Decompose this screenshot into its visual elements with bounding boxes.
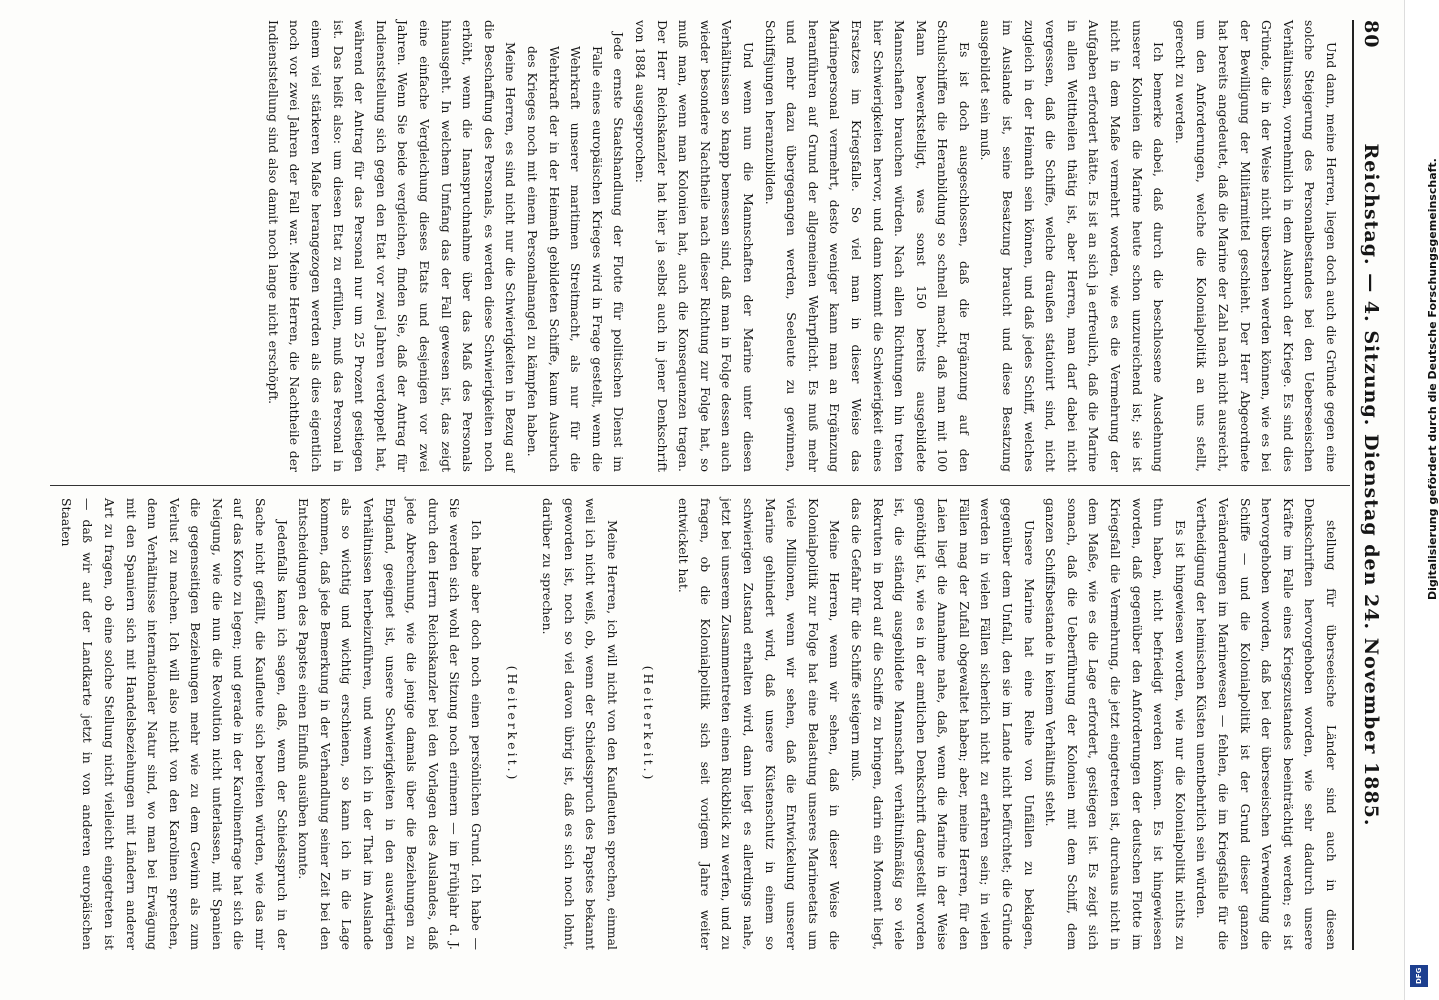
digitization-credit: Digitalisierung gefördert durch die Deutsche Forschungsgemeinschaft.	[1426, 158, 1439, 600]
stage-direction: (Heiterkeit.)	[640, 665, 656, 783]
paragraph: Und wenn nun die Mannschaften der Marine unter diesen Verhältnissen so knapp bemessen sind, daß man in Folge dessen auch wieder besondere Nachtheile nach dieser Richtung zur Folge hat, so muß man, wenn man Kolonien hat, auch die Konsequenzen tragen. Der Herr Reichskanzler hat hier ja selbst auch in jener Denkschrift von 1884 ausgesprochen:	[633, 20, 756, 472]
paragraph: Unsere Marine hat eine Reihe von Unfällen zu beklagen, gegenüber dem Unfall, den sie im Lande nicht befürchtet; die Gründe werden in vielen Fällen sicherlich nicht zu erfahren sein; in vielen Fällen mag der Zufall obgewaltet haben; aber, meine Herren, für den Laien liegt die Annahme nahe, daß, wenn die Marine in der Weise genöthigt ist, wie es in der amtlichen Denkschrift dargestellt worden ist, die ständig ausgebildete Mannschaft verhältnißmäßig so viele Rekruten in Bord auf die Schiffe zu bringen, darin ein Moment liegt, das die Gefahr für die Schiffe steigern muß.	[848, 498, 1037, 950]
quoted-passage: Jede ernste Staatshandlung der Flotte für politischen Dienst im Falle eines europäischen Krieges wird in Frage gestellt, wenn die Wehrkraft unserer maritimen Streitmacht, als nur für die Wehrkraft der in der Heimath gebildeten Schiffe, kaum Ausbruch des Krieges noch mit einem Personalmangel zu kämpfen haben.	[525, 32, 627, 472]
page-header	[1352, 20, 1384, 950]
paragraph: Ich bemerke dabei, daß durch die beschlossene Ausdehnung unserer Kolonien die Marine heute schon unzureichend ist; sie ist nicht in dem Maße vermehrt worden, wie es die Vermehrung der Aufgaben erfordert hätte. Es ist an sich ja erfreulich, daß die Marine in allen Welttheilen thätig ist, aber Herren, man darf dabei nicht vergessen, daß die Schiffe, welche draußen stationirt sind, nicht zugleich in der Heimath sein können, und daß jedes Schiff, welches im Auslande ist, seine Besatzung braucht und diese Besatzung ausgebildet sein muß.	[978, 20, 1167, 472]
paragraph: Meine Herren, es sind nicht nur die Schwierigkeiten in Bezug auf die Beschaffung des Personals, es werden diese Schwierigkeiten noch erhöht, wenn die Inanspruchnahme über das Maß des Personals hinausgeht. In welchem Umfang das der Fall gewesen ist, das zeigt eine einfache Vergleichung dieses Etats und desjenigen vor zwei Jahren. Wenn Sie beide vergleichen, finden Sie, daß der Antrag für Indienststellung sich gegen den Etat vor zwei Jahren verdoppelt hat, während der Antrag für das Personal nur um 25 Prozent gestiegen ist. Das heißt also: um diesen Etat zu erfüllen, muß das Personal in einem viel stärkeren Maße herangezogen werden als dies eigentlich noch vor zwei Jahren der Fall war. Meine Herren, die Nachtheile der Indienststellung sind also damit noch lange nicht erschöpft.	[265, 20, 519, 472]
paragraph: Es ist doch ausgeschlossen, daß die Ergänzung auf den Schulschiffen die Heranbildung so schnell macht, daß man mit 100 Mann bewerkstelligt, was sonst 150 bereits ausgebildete Mannschaften brauchen würden. Nach allen Richtungen hin treten hier Schwierigkeiten hervor, und dann kommt die Schwierigkeit eines Ersatzes im Kriegsfalle. So viel man in dieser Weise das Marinepersonal vermehrt, desto weniger kann man an Ergänzung heranführen auf Grund der allgemeinen Wehrpflicht. Es muß mehr und mehr dazu übergegangen werden, Seeleute zu gewinnen, Schiffsjungen heranzubilden.	[762, 20, 972, 472]
paragraph: Meine Herren, ich will nicht von den Kaufleuten sprechen, einmal weil ich nicht weiß, ob, wenn der Schiedsspruch des Papstes bekannt geworden ist, noch so viel davon übrig ist, daß es sich noch lohnt, darüber zu sprechen.	[540, 498, 620, 950]
page-number: 80	[1360, 20, 1382, 49]
paragraph: Es ist hingewiesen worden, wie nur die Kolonialpolitik nichts zu thun haben, nicht befriedigt werden können. Es ist hingewiesen worden, daß gegenüber den Anforderungen der deutschen Flotte im Kriegsfall die Vermehrung, die jetzt eingetreten ist, durchaus nicht in dem Maße, wie es die Lage erfordert, gestiegen ist. Es zeigt sich sonach, daß die Ueberführung der Kolonien mit dem Schiff, dem ganzen Schiffsbestande in keinem Verhältniß steht.	[1043, 498, 1188, 950]
stage-direction: (Heiterkeit.)	[504, 665, 520, 783]
dfg-logo-icon: DFG	[1410, 965, 1428, 987]
left-column	[42, 20, 1342, 472]
right-column	[42, 498, 1342, 950]
paragraph: Jedenfalls kann ich sagen, daß, wenn der Schiedsspruch in der Sache nicht gefällt, die Kaufleute sich bereiten würden, wie das mir auf das Konto zu legen; und gerade in der Karolinenfrage hat sich die Neigung, wie die nun die Revolution nicht unterlassen, mit Spanien die gegenseitigen Beziehungen mehr wie zu dem Gewinn als zum Verlust zu machen. Ich will also nicht von den Karolinen sprechen, denn Verhältnisse internationaler Natur sind, wo man bei Erwägung mit den Spaniern sich mit Handelsbeziehungen mit Ländern anderer Art zu fragen, ob eine solche Stellung nicht vielleicht eingetreten ist — daß wir auf der Landkarte jetzt in von anderen europäischen Staaten	[58, 498, 290, 950]
document-page	[24, 0, 1394, 1000]
page-title: Reichstag. — 4. Sitzung. Dienstag den 24. November 1885.	[1360, 143, 1382, 827]
paragraph: Meine Herren, wenn wir sehen, daß in dieser Weise die Kolonialpolitik zur Folge hat eine Belastung unseres Marineetats um viele Millionen, wenn wir sehen, daß die Entwickelung unserer Marine gehindert wird, daß unsere Küstenschutz in einem so schwierigen Zustand erhalten wird, dann liegt es allerdings nahe, jetzt bei unserem Zusammentreten einen Rückblick zu werfen, und zu fragen, ob die Kolonialpolitik sich seit vorigem Jahre weiter entwickelt hat.	[676, 498, 843, 950]
paragraph: Ich habe aber doch noch einen persönlichen Grund. Ich habe — Sie werden sich wohl der Sitzung noch erinnern — im Frühjahr d. J. durch den Herrn Reichskanzler bei den Vorlagen des Auslandes, daß jede Abrechnung, wie die jenige damals über die Beziehungen zu England, geeignet ist, unsere Schwierigkeiten in den auswärtigen Verhältnissen herbeizuführen, und wenn ich in der That im Auslande als so wichtig und wichtig erschienen, so kann ich in die Lage kommen, daß jede Bemerkung in der Verhandlung seiner Zeit bei den Entscheidungen des Papstes einen Einfluß ausüben konnte.	[296, 498, 485, 950]
column-divider	[50, 485, 1350, 486]
paragraph: Und dann, meine Herren, liegen doch auch die Gründe gegen eine solche Steigerung des Personalbestandes bei den Ueberseeischen Verhältnissen, vornehmlich in dem Ausbruch der Kriege. Es sind dies Gründe, die in der Weise nicht übersehen werden können, wie es bei der Bewilligung der Militärmittel geschieht. Der Herr Abgeordnete hat bereits angedeutet, daß die Marine der Zahl nach nicht ausreicht, um den Anforderungen, welche die Kolonialpolitik an uns stellt, gerecht zu werden.	[1172, 20, 1339, 472]
paragraph: stellung für überseeische Länder sind auch in diesen Denkschriften hervorgehoben worden, wie sehr dadurch unsere Kräfte im Falle eines Kriegszustandes beeinträchtigt werden; es ist hervorgehoben worden, daß bei der überseeischen Verwendung die Schiffe — und die Kolonialpolitik ist der Grund dieser ganzen Veränderungen im Marinewesen — fehlen, die im Kriegsfalle für die Vertheidigung der heimischen Küsten unentbehrlich sein würden.	[1194, 498, 1339, 950]
digitization-credit-bar	[1404, 0, 1439, 1000]
